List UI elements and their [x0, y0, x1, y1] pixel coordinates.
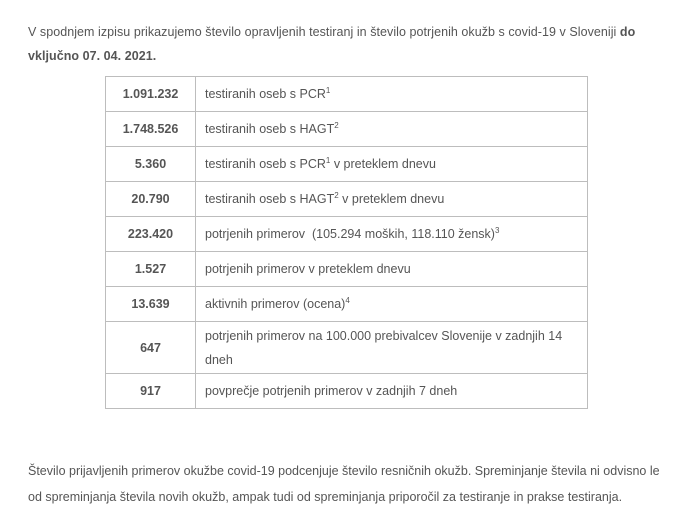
stat-description: testiranih oseb s PCR$^1$ v preteklem dnevu: [196, 147, 588, 182]
stat-description: potrjenih primerov (105.294 moških, 118.110 žensk)$^3$: [196, 217, 588, 252]
table-row: [106, 147, 588, 182]
table-row: [106, 374, 588, 409]
intro-paragraph: [28, 20, 668, 68]
footnote-ref: 3: [494, 225, 500, 235]
stat-description: testiranih oseb s HAGT$^2$ v preteklem dnevu: [196, 182, 588, 217]
stat-value: 647: [106, 322, 196, 374]
intro-date: do vključno 07. 04. 2021.: [28, 25, 636, 63]
footnote-ref: 2: [334, 120, 339, 130]
table-row: [106, 252, 588, 287]
stat-description: potrjenih primerov na 100.000 prebivalcev Slovenije v zadnjih 14 dneh: [196, 322, 588, 374]
stat-value: 1.091.232: [106, 77, 196, 112]
stat-value: 20.790: [106, 182, 196, 217]
disclaimer-paragraph: Število prijavljenih primerov okužbe covid-19 podcenjuje število resničnih okužb. Spreminjanje števila ni odvisno le od spreminjanja števila novih okužb, ampak tudi od spreminjanja priporočil za testiranje in prakse testiranja.: [28, 464, 660, 504]
stat-description: potrjenih primerov v preteklem dnevu: [196, 252, 588, 287]
table-row: [106, 182, 588, 217]
table-row: [106, 77, 588, 112]
stat-value: 1.748.526: [106, 112, 196, 147]
footnote-ref: 1: [325, 85, 331, 95]
table-row: [106, 217, 588, 252]
footnote-ref: 4: [345, 295, 350, 305]
stat-value: 5.360: [106, 147, 196, 182]
stat-description: povprečje potrjenih primerov v zadnjih 7 dneh: [196, 374, 588, 409]
stat-value: 1.527: [106, 252, 196, 287]
stat-value: 917: [106, 374, 196, 409]
intro-text: V spodnjem izpisu prikazujemo število opravljenih testiranj in število potrjenih okužb s covid-19 v Sloveniji: [28, 25, 620, 39]
table-row: [106, 287, 588, 322]
stat-value: 13.639: [106, 287, 196, 322]
stat-description: testiranih oseb s PCR$^1$: [196, 77, 588, 112]
footnote-ref: 1: [325, 155, 331, 165]
table-row: [106, 322, 588, 374]
stat-value: 223.420: [106, 217, 196, 252]
stats-table: [105, 76, 588, 409]
footnote-ref: 2: [334, 190, 339, 200]
table-row: [106, 112, 588, 147]
stat-description: testiranih oseb s HAGT$^2$: [196, 112, 588, 147]
stat-description: aktivnih primerov (ocena)$^4$: [196, 287, 588, 322]
